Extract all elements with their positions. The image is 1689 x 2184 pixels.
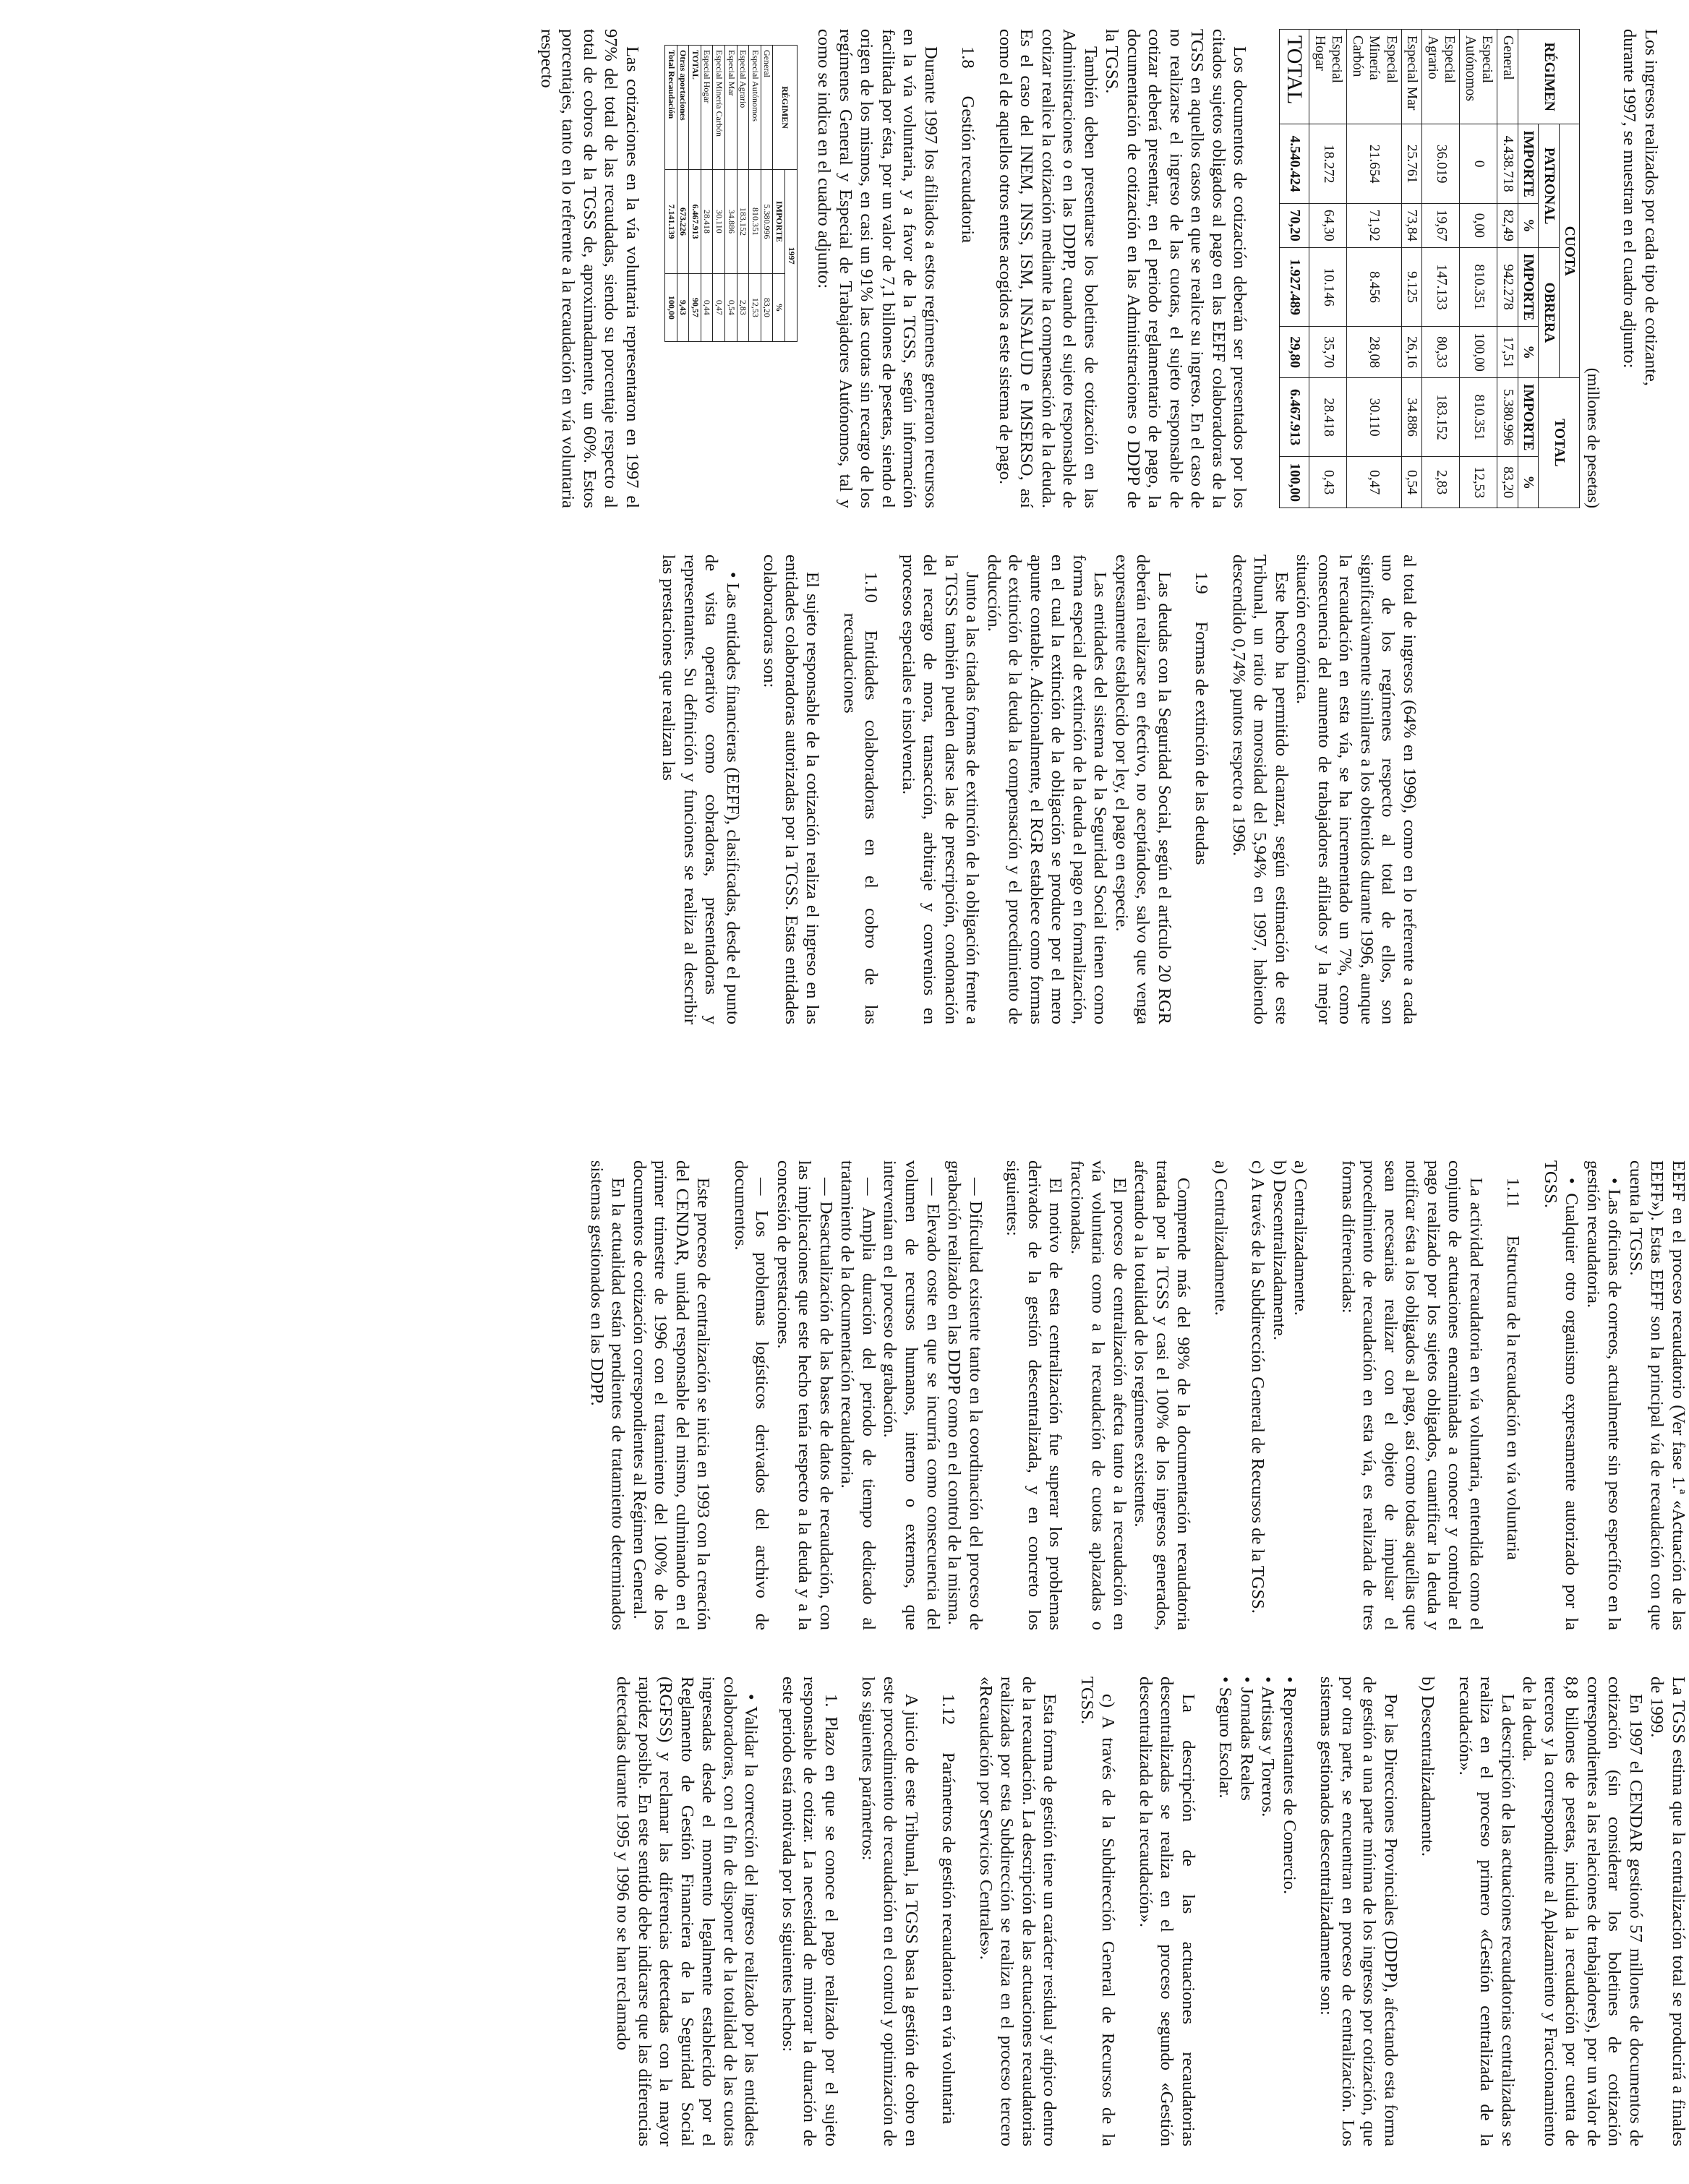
cell-value: 9.125	[1401, 247, 1421, 326]
cell-regimen: Especial Mar	[1401, 30, 1421, 124]
cell-value: 29,80	[1280, 327, 1309, 378]
paragraph: El proceso de centralización afecta tanto a la recaudación en vía voluntaria como a la recaudación de cuotas aplazadas o fraccionadas.	[1066, 1160, 1129, 1630]
cell-value: 21.654	[1347, 124, 1401, 203]
cell-regimen: TOTAL	[689, 46, 701, 170]
cell-value: 810.351	[749, 170, 761, 273]
table-total-row	[689, 46, 701, 342]
header-regimen: RÉGIMEN	[1518, 30, 1579, 124]
cell-value: 0,54	[724, 273, 737, 341]
cell-value: 0,43	[1309, 457, 1347, 508]
cell-value: 5.380.996	[1497, 377, 1518, 456]
cell-value: 64,30	[1309, 203, 1347, 247]
subheading: c) A través de la Subdirección General de Recursos de la TGSS.	[1077, 1676, 1119, 2146]
table-row	[713, 46, 725, 342]
cell-value: 28,08	[1347, 327, 1401, 378]
cell-value: 12,53	[1460, 457, 1497, 508]
cell-value: 26,16	[1401, 327, 1421, 378]
bullet-item: • Jornadas Reales	[1236, 1676, 1257, 1801]
cell-value: 30.110	[713, 170, 725, 273]
cell-value: 810.351	[1460, 377, 1497, 456]
voluntary-collection-table	[664, 45, 798, 342]
paragraph: Comprende más del 98% de la documentación recaudatoria tratada por la TGSS y casi el 100% de los ingresos generados, afectando a la totalidad de los regímenes existentes.	[1131, 1160, 1194, 1630]
bullet-item: • Seguro Escolar.	[1215, 1676, 1236, 1799]
cell-value: 942.278	[1497, 247, 1518, 326]
list-item: b) Descentralizadamente.	[1269, 1160, 1289, 1340]
cell-value: 19,67	[1422, 203, 1460, 247]
paragraph: • Las entidades financieras (EEFF), clasificadas, desde el punto de vista operativo como cobradoras, presentadoras y representantes. Su definición y funciones se realiza al describir las prestaciones que realizan las	[659, 554, 743, 1024]
dash-item: — Amplia duración del periodo de tiempo dedicado al tratamiento de la documentación recaudatoria.	[837, 1160, 878, 1630]
paragraph: Durante 1997 los afiliados a estos regímenes generaron recursos en la vía voluntaria, y a favor de la TGSS, según información facilitada por ésta, por un valor de 7,1 billones de pesetas, siendo el origen de los mismos, en casi un 91% las cuotas sin recargo de los regímenes General y Especial de Trabajadores Autónomos, tal y como se indica en el cuadro adjunto:	[814, 29, 941, 508]
cell-value: 4.438.718	[1497, 124, 1518, 203]
paragraph: Junto a las citadas formas de extinción de la obligación frente a la TGSS también pueden darse las de prescripción, condonación del recargo de mora, transacción, arbitraje y convenios en procesos especiales e insolvencia.	[898, 554, 983, 1024]
cell-value: 34.886	[1401, 377, 1421, 456]
cell-value: 90,57	[689, 273, 701, 341]
column-2	[0, 554, 1689, 1024]
cell-value: 30.110	[1347, 377, 1401, 456]
cell-regimen: Especial Mar	[724, 46, 737, 170]
cell-value: 10.146	[1309, 247, 1347, 326]
column-4	[0, 1676, 1689, 2146]
cell-regimen: Especial Hogar	[1309, 30, 1347, 124]
section-heading-1-10: 1.10 Entidades colaboradoras en el cobro de las recaudaciones	[839, 572, 881, 1024]
dash-item: — Elevado coste en que se incurría como consecuencia del volumen de recursos humanos, interno o externos, que intervenían en el proceso de grabación.	[880, 1160, 943, 1630]
paragraph: Por las Direcciones Provinciales (DDPP), afectando esta forma de gestión a una parte mínima de los ingresos por cotización, que por otra parte, se encuentran en proceso de centralización. Los sistemas gestionados descentralizadamente son:	[1317, 1676, 1401, 2146]
table-total-row	[1280, 30, 1309, 508]
paragraph: En la actualidad están pendientes de tratamiento determinados sistemas gestionados en las DDPP.	[586, 1160, 628, 1630]
paragraph: La descripción de las actuaciones recaudatorias descentralizadas se realiza en el proceso segundo «Gestión descentralizada de la recaudación».	[1135, 1676, 1198, 2146]
cell-value: 28.418	[701, 170, 713, 273]
bullet-item: • Las oficinas de correos, actualmente sin peso específico en la gestión recaudatoria.	[1583, 1160, 1625, 1630]
header-patronal: PATRONAL	[1539, 124, 1559, 247]
list-item: a) Centralizadamente.	[1291, 1160, 1311, 1316]
cell-value: 18.272	[1309, 124, 1347, 203]
cell-value: 0,47	[713, 273, 725, 341]
cell-regimen: General	[761, 46, 773, 170]
cell-value: 673.226	[677, 170, 689, 273]
header-cuota: CUOTA	[1559, 124, 1579, 377]
cell-value: 36.019	[1422, 124, 1460, 203]
cell-value: 80,33	[1422, 327, 1460, 378]
cell-value: 0,00	[1460, 203, 1497, 247]
cell-value: 100,00	[665, 273, 677, 341]
paragraph: En 1997 el CENDAR gestionó 57 millones de documentos de cotización (sin considerar los boletines de cotización correspondientes a las relaciones de trabajadores), por un valor de 8,8 billones de pesetas, incluida la recaudación por cuenta de terceros y la correspondiente al Aplazamiento y Fraccionamiento de la deuda.	[1519, 1676, 1646, 2146]
cell-regimen: Especial Hogar	[701, 46, 713, 170]
table-row	[1347, 30, 1401, 508]
cell-value: 28.418	[1309, 377, 1347, 456]
dash-item: — Los problemas logísticos derivados del archivo de documentos.	[730, 1160, 772, 1630]
contributions-table	[1279, 29, 1580, 508]
cell-value: 183.152	[737, 170, 749, 273]
header-obrera: OBRERA	[1539, 247, 1559, 377]
section-heading-1-8: 1.8 Gestión recaudatoria	[958, 46, 978, 244]
header-importe: IMPORTE	[773, 170, 785, 273]
dash-item: — Dificultad existente tanto en la coordinación del proceso de grabación realizado en las DDPP como en el control de la misma.	[944, 1160, 985, 1630]
header-pct: %	[1518, 457, 1538, 508]
bullet-item: • Representantes de Comercio.	[1279, 1676, 1299, 1895]
header-year: 1997	[784, 170, 797, 342]
cell-value: 100,00	[1280, 457, 1309, 508]
paragraph: Este proceso de centralización se inicia en 1993 con la creación del CENDAR, unidad responsable del mismo, culminando en el primer trimestre de 1996 con el tratamiento del 100% de los documentos de cotización correspondientes al Régimen General.	[629, 1160, 714, 1630]
cell-value: 83,20	[761, 273, 773, 341]
header-importe: IMPORTE	[1518, 124, 1538, 203]
paragraph: Esta forma de gestión tiene un carácter residual y atípico dentro de la recaudación. La descripción de las actuaciones recaudatorias realizadas por esta Subdirección se realiza en el proceso tercero «Recaudación por Servicios Centrales».	[975, 1676, 1060, 2146]
intro-text: Los ingresos realizados por cada tipo de cotizante, durante 1997, se muestran en el cuadro adjunto:	[1620, 29, 1661, 386]
subheading: a) Centralizadamente.	[1210, 1160, 1231, 1316]
cell-value: 0,54	[1401, 457, 1421, 508]
cell-value: 71,92	[1347, 203, 1401, 247]
bullet-item: • Cualquier otro organismo expresamente autorizado por la TGSS.	[1540, 1160, 1582, 1630]
cell-regimen: Especial Autónomos	[1460, 30, 1497, 124]
table-row	[1422, 30, 1460, 508]
table-row	[677, 46, 689, 342]
table-row	[1309, 30, 1347, 508]
paragraph: Los documentos de cotización deberán ser presentados por los citados sujetos obligados al pago en las EEFF colaboradoras de la TGSS en aquellos casos en que se realice su ingreso. En el caso de no realizarse el ingreso de las cuotas, el sujeto responsable de cotizar deberá presentar, en el periodo reglamentario de pago, la documentación de cotización en las Administraciones o DDPP de la TGSS.	[1102, 29, 1250, 508]
section-heading-1-9: 1.9 Formas de extinción de las deudas	[1192, 572, 1212, 865]
paragraph: A juicio de este Tribunal, la TGSS basa la gestión de cobro en este procedimiento de recaudación en el control y optimización de los siguientes parámetros:	[858, 1676, 921, 2146]
header-pct: %	[773, 273, 785, 341]
cell-value: 4.540.424	[1280, 124, 1309, 203]
cell-value: 9,43	[677, 273, 689, 341]
cell-value: 7.141.139	[665, 170, 677, 273]
table-row	[737, 46, 749, 342]
table-row	[1401, 30, 1421, 508]
cell-value: 100,00	[1460, 327, 1497, 378]
table-row	[761, 46, 773, 342]
dash-item: — Desactualización de las bases de datos de recaudación, con las implicaciones que este hecho tenía respecto a la deuda y a la concesión de prestaciones.	[773, 1160, 836, 1630]
table-total-row	[665, 46, 677, 342]
cell-value: 25.761	[1401, 124, 1421, 203]
section-heading-1-11: 1.11 Estructura de la recaudación en vía voluntaria	[1503, 1178, 1523, 1560]
decentralized-systems-list	[1215, 1676, 1300, 2146]
header-pct: %	[1518, 203, 1538, 247]
cell-value: 0,47	[1347, 457, 1401, 508]
cell-value: 1.927.489	[1280, 247, 1309, 326]
paragraph: Las deudas con la Seguridad Social, según el artículo 20 RGR deberán realizarse en efectivo, no aceptándose, salvo que venga expresamente establecido por ley, el pago en especie.	[1111, 554, 1174, 1024]
cell-value: 2,83	[1422, 457, 1460, 508]
paragraph: EEFF en el proceso recaudatorio (Ver fase 1.ª «Actuación de las EEFF»). Estas EEFF son la principal vía de recaudación con que cuenta la TGSS.	[1625, 1160, 1688, 1630]
cell-value: 82,49	[1497, 203, 1518, 247]
column-1	[0, 29, 1689, 508]
table-row	[1497, 30, 1518, 508]
table-row	[701, 46, 713, 342]
management-forms-list	[1247, 1160, 1312, 1630]
paragraph: 1. Plazo en que se conoce el pago realizado por el sujeto responsable de cotizar. La necesidad de minorar la duración de este periodo está motivada por los siguientes hechos:	[778, 1676, 841, 2146]
cell-value: 70,20	[1280, 203, 1309, 247]
table-row	[1460, 30, 1497, 508]
column-3	[0, 1160, 1689, 1630]
cell-value: 34.886	[724, 170, 737, 273]
cell-regimen: Especial Autónomos	[749, 46, 761, 170]
table-row	[749, 46, 761, 342]
paragraph: La TGSS estima que la centralización total se producirá a finales de 1999.	[1647, 1676, 1688, 2146]
header-importe: IMPORTE	[1518, 377, 1538, 456]
subheading: b) Descentralizadamente.	[1418, 1676, 1438, 1857]
cell-value: 2,83	[737, 273, 749, 341]
section-heading-1-12: 1.12 Parámetros de gestión recaudatoria en vía voluntaria	[938, 1694, 959, 2125]
bullet-item: • Validar la corrección del ingreso realizado por las entidades colaboradoras, con el fin de disponer de la totalidad de las cuotas ingresadas desde el momento legalmente establecido por el Reglamento de Gestión Financiera de la Seguridad Social (RGFSS) y reclamar las diferencias detectadas con la mayor rapidez posible. En este sentido debe indicarse que las diferencias detectadas durante 1995 y 1996 no se han reclamado	[613, 1676, 761, 2146]
cell-regimen: Total Recaudación	[665, 46, 677, 170]
paragraph: al total de ingresos (64% en 1996), como en lo referente a cada uno de los regímenes respecto al total de ellos, son significativamente similares a los obtenidos durante 1996, aunque la recaudación en esta vía, se ha incrementado un 7%, como consecuencia del aumento de trabajadores afiliados y la mejor situación económica.	[1293, 554, 1419, 1024]
cell-value: 183.152	[1422, 377, 1460, 456]
cell-value: 810.351	[1460, 247, 1497, 326]
cell-value: 12,53	[749, 273, 761, 341]
header-importe: IMPORTE	[1518, 247, 1538, 326]
cell-regimen: Especial Minería Carbón	[1347, 30, 1401, 124]
paragraph: También deben presentarse los boletines de cotización en las Administraciones o en las DDPP, cuando el sujeto responsable de cotizar realice la cotización mediante la compensación de la deuda. Es el caso del INEM, INSS, ISM, INSALUD e IMSERSO, así como el de aquellos otros entes acogidos a este sistema de pago.	[995, 29, 1100, 508]
cell-regimen: Especial Minería Carbón	[713, 46, 725, 170]
cell-value: 35,70	[1309, 327, 1347, 378]
cell-value: 6.467.913	[689, 170, 701, 273]
cell-value: 0	[1460, 124, 1497, 203]
units-note: (millones de pesetas)	[1583, 367, 1602, 508]
cell-value: 73,84	[1401, 203, 1421, 247]
paragraph: La descripción de las actuaciones recaudatorias centralizadas se realiza en el proceso primero «Gestión centralizada de la recaudación».	[1455, 1676, 1518, 2146]
header-total: TOTAL	[1539, 377, 1580, 508]
paragraph: Las entidades del sistema de la Seguridad Social tienen como forma especial de extinción de la deuda el pago en formalización, en el cual la extinción de la obligación se produce por el mero apunte contable. Adicionalmente, el RGR establece como formas de extinción de la deuda la compensación y el procedimiento de deducción.	[983, 554, 1111, 1024]
cell-value: 0,44	[701, 273, 713, 341]
table-row	[724, 46, 737, 342]
cell-regimen: General	[1497, 30, 1518, 124]
header-regimen: RÉGIMEN	[773, 46, 797, 170]
paragraph: Las cotizaciones en la vía voluntaria representaron en 1997 el 97% del total de las recaudadas, siendo su porcentaje respecto al total de cobros de la TGSS de, aproximadamente, un 60%. Estos porcentajes, tanto en lo referente a la recaudación en vía voluntaria respecto	[536, 29, 643, 508]
paragraph: El sujeto responsable de la cotización realiza el ingreso en las entidades colaboradoras autorizadas por la TGSS. Estas entidades colaboradoras son:	[760, 554, 823, 1024]
cell-value: 5.380.996	[761, 170, 773, 273]
paragraph: El motivo de esta centralización fue superar los problemas derivados de la gestión descentralizada, y en concreto los siguientes:	[1003, 1160, 1066, 1630]
bullet-item: • Artistas y Toreros.	[1258, 1676, 1278, 1817]
header-pct: %	[1518, 327, 1538, 378]
cell-value: 17,51	[1497, 327, 1518, 378]
cell-regimen: TOTAL	[1280, 30, 1309, 124]
cell-regimen: Otras aportaciones	[677, 46, 689, 170]
cell-value: 83,20	[1497, 457, 1518, 508]
list-item: c) A través de la Subdirección General de Recursos de la TGSS.	[1248, 1160, 1268, 1614]
cell-regimen: Especial Agrario	[1422, 30, 1460, 124]
cell-regimen: Especial Agrario	[737, 46, 749, 170]
paragraph: La actividad recaudatoria en vía voluntaria, entendida como el conjunto de actuaciones encaminadas a conocer y controlar el pago realizado por los sujetos obligados, cuantificar la deuda y notificar ésta a los obligados al pago, así como todas aquéllas que sean necesarias realizar con el objeto de impulsar el procedimiento de recaudación en esta vía, es realizada de tres formas diferenciadas:	[1338, 1160, 1486, 1630]
cell-value: 8.456	[1347, 247, 1401, 326]
cell-value: 147.133	[1422, 247, 1460, 326]
cell-value: 6.467.913	[1280, 377, 1309, 456]
paragraph: Este hecho ha permitido alcanzar, según estimación de este Tribunal, un ratio de morosidad del 5,94% en 1997, habiendo descendido 0,74% puntos respecto a 1996.	[1228, 554, 1291, 1024]
